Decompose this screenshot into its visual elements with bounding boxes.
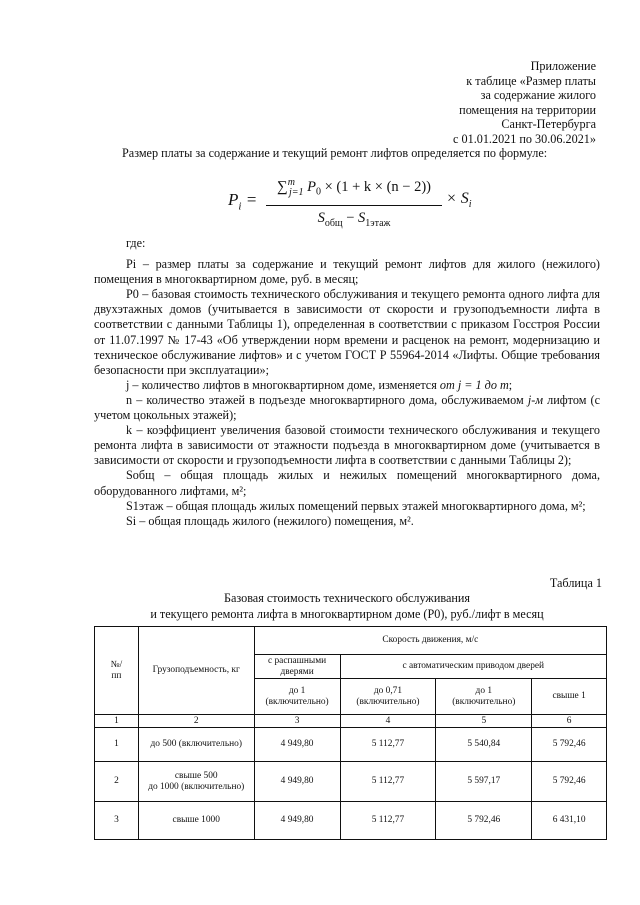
column-number: 4 bbox=[340, 715, 436, 728]
cell-num: 2 bbox=[95, 762, 139, 802]
cell-price: 4 949,80 bbox=[254, 728, 340, 762]
rhs-sub: i bbox=[468, 199, 472, 211]
table-caption bbox=[94, 590, 600, 622]
table-row bbox=[95, 762, 607, 802]
table-row bbox=[95, 802, 607, 840]
appendix-line: Санкт-Петербурга bbox=[501, 117, 596, 132]
formula-lhs: $P_i$ = bbox=[228, 190, 258, 213]
cell-num: 1 bbox=[95, 728, 139, 762]
cell-price: 5 540,84 bbox=[436, 728, 532, 762]
header-auto-doors: с автоматическим приводом дверей bbox=[340, 655, 606, 679]
definition-j bbox=[94, 378, 600, 393]
appendix-line: Приложение bbox=[530, 59, 596, 73]
definition-n-italic: j-м bbox=[527, 392, 544, 407]
header-col3: до 1 (включительно) bbox=[254, 679, 340, 715]
header-col4: до 0,71 (включительно) bbox=[340, 679, 436, 715]
cell-price: 5 597,17 bbox=[436, 762, 532, 802]
cell-capacity: свыше 500 до 1000 (включительно) bbox=[138, 762, 254, 802]
definition-n bbox=[94, 393, 600, 423]
definitions-intro: где: bbox=[126, 236, 146, 250]
cell-price: 4 949,80 bbox=[254, 802, 340, 840]
cell-price: 5 112,77 bbox=[340, 762, 436, 802]
definition-j-range: от j = 1 до m bbox=[439, 377, 509, 392]
cell-price: 6 431,10 bbox=[532, 802, 607, 840]
formula-rhs bbox=[446, 190, 472, 210]
cell-price: 5 112,77 bbox=[340, 728, 436, 762]
den-sub-obsh: общ bbox=[324, 217, 343, 229]
sum-upper: m bbox=[287, 177, 295, 188]
table-label: Таблица 1 bbox=[549, 576, 602, 590]
table-caption-line: Базовая стоимость технического обслуживания bbox=[223, 591, 471, 605]
definition-j-text: j – количество лифтов в многоквартирном доме, изменяется bbox=[126, 377, 440, 392]
p0-sub: 0 bbox=[315, 186, 321, 198]
definition-p0: P0 – базовая стоимость технического обслуживания и текущего ремонта одного лифта для двухэтажных домов (учитывается в зависимости от скорости и грузоподъемности лифта в соответствии с данными Таблицы 1), определенная в соответствии с приказом Госстроя России от 11.07.1997 № 17-43 «Об утверждении норм времени и расценок на ремонт, модернизацию и техническое обслуживание лифтов» и с учетом ГОСТ Р 55964-2014 «Лифты. Общие требования безопасности при эксплуатации»; bbox=[94, 287, 600, 377]
intro-sentence: Размер платы за содержание и текущий ремонт лифтов определяется по формуле: bbox=[122, 146, 548, 160]
definition-n-text: n – количество этажей в подъезде многоквартирного дома, обслуживаемом bbox=[126, 392, 528, 407]
definitions bbox=[94, 236, 600, 529]
cell-price: 4 949,80 bbox=[254, 762, 340, 802]
cell-price: 5 792,46 bbox=[532, 762, 607, 802]
cell-price: 5 792,46 bbox=[532, 728, 607, 762]
column-number: 3 bbox=[254, 715, 340, 728]
definition-n-end: лифтом (с учетом цокольных этажей); bbox=[94, 392, 600, 423]
formula-numerator: ∑$^m_{j=1}$ $P_0 \times (1 + k \times (n - 2))$ bbox=[277, 177, 431, 198]
cell-price: 5 792,46 bbox=[436, 802, 532, 840]
formula-denominator bbox=[266, 209, 442, 233]
table-caption-line: и текущего ремонта лифта в многоквартирном доме (P0), руб./лифт в месяц bbox=[150, 607, 544, 621]
sum-lower: j=1 bbox=[288, 186, 304, 198]
formula-lhs-sub: i bbox=[238, 200, 242, 213]
definition-pi: Pi – размер платы за содержание и текущий ремонт лифтов для жилого (нежилого) помещения в многоквартирном доме, руб. в месяц; bbox=[94, 257, 600, 287]
appendix-header bbox=[356, 59, 596, 147]
header-capacity: Грузоподъемность, кг bbox=[138, 627, 254, 715]
definition-s-1etazh: S1этаж – общая площадь жилых помещений первых этажей многоквартирного дома, м²; bbox=[126, 498, 586, 513]
formula bbox=[220, 170, 480, 229]
cell-num: 3 bbox=[95, 802, 139, 840]
den-minus: − bbox=[342, 209, 359, 226]
den-sub-1etazh: 1этаж bbox=[365, 217, 391, 229]
definition-si: Si – общая площадь жилого (нежилого) помещения, м². bbox=[126, 513, 414, 528]
numerator-rest: × (1 + k × (n − 2)) bbox=[324, 178, 431, 195]
appendix-line: с 01.01.2021 по 30.06.2021» bbox=[453, 131, 596, 146]
appendix-line: помещения на территории bbox=[459, 102, 596, 117]
formula-lhs-symbol: P bbox=[228, 190, 239, 209]
den-s2: S bbox=[358, 209, 366, 226]
rhs-text: × S bbox=[446, 190, 469, 207]
header-col6: свыше 1 bbox=[532, 679, 607, 715]
formula-fraction bbox=[266, 174, 442, 233]
cell-price: 5 112,77 bbox=[340, 802, 436, 840]
header-col5: до 1 (включительно) bbox=[436, 679, 532, 715]
appendix-line: к таблице «Размер платы bbox=[466, 73, 596, 88]
definition-s-obsh: Sобщ – общая площадь жилых и нежилых помещений многоквартирного дома, оборудованного лифтами, м²; bbox=[94, 468, 600, 498]
p0-symbol: P bbox=[307, 178, 316, 195]
rates-table bbox=[94, 626, 607, 840]
column-number: 1 bbox=[95, 715, 139, 728]
appendix-line: за содержание жилого bbox=[480, 88, 596, 103]
cell-capacity: свыше 1000 bbox=[138, 802, 254, 840]
definition-j-end: ; bbox=[508, 377, 513, 392]
fraction-bar bbox=[266, 205, 442, 206]
den-s1: S bbox=[317, 209, 325, 226]
column-number: 2 bbox=[138, 715, 254, 728]
cell-capacity: до 500 (включительно) bbox=[138, 728, 254, 762]
definition-k: k – коэффициент увеличения базовой стоимости технического обслуживания и текущего ремонта лифта в зависимости от этажности подъезда в многоквартирном доме (учитывается в зависимости от скорости и грузоподъемности лифта в соответствии с данными Таблицы 2); bbox=[94, 423, 600, 468]
header-speed: Скорость движения, м/с bbox=[254, 627, 606, 655]
column-number: 5 bbox=[436, 715, 532, 728]
column-number: 6 bbox=[532, 715, 607, 728]
header-num: №/ пп bbox=[95, 627, 139, 715]
header-swing-doors: с распашными дверями bbox=[254, 655, 340, 679]
table-row bbox=[95, 728, 607, 762]
